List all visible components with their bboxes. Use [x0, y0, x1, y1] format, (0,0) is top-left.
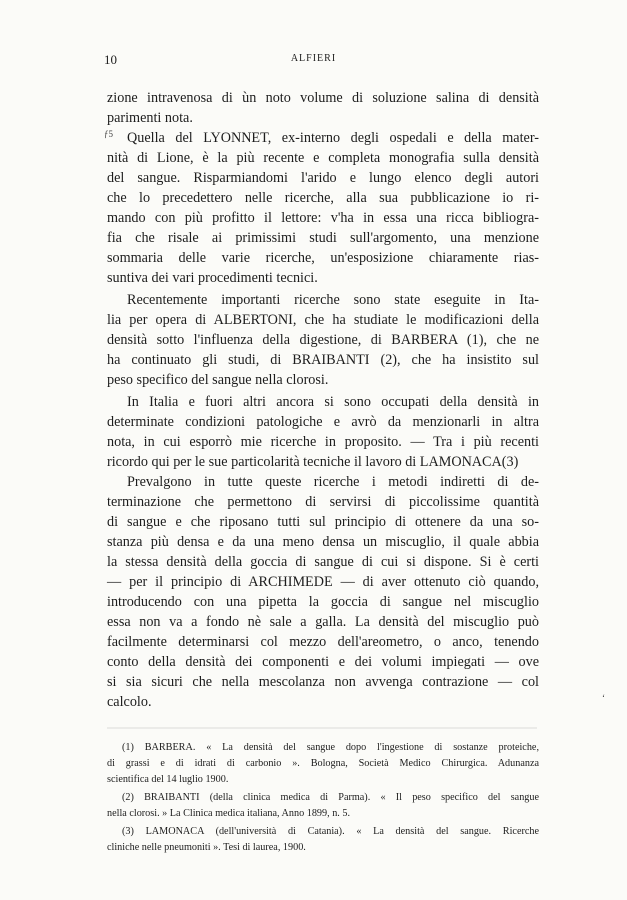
body-line: determinate condizioni patologiche e avrò da menzionarli in altra	[107, 414, 539, 430]
body-line: peso specifico del sangue nella clorosi.	[107, 372, 329, 388]
footnote-line: nella clorosi. » La Clinica medica italiana, Anno 1899, n. 5.	[107, 808, 351, 819]
body-line: terminazione che permettono di servirsi di piccolissime quantità	[107, 494, 539, 510]
body-line: che lo precedettero nelle ricerche, alla sua pubblicazione io ri-	[107, 190, 539, 206]
body-line: suntiva dei vari procedimenti tecnici.	[107, 270, 318, 286]
body-line: si sia sicuri che nella mescolanza non avvenga contrazione — col	[107, 674, 539, 690]
body-line: In Italia e fuori altri ancora si sono occupati della densità in	[127, 394, 539, 410]
footnote-line: cliniche nelle pneumoniti ». Tesi di laurea, 1900.	[107, 842, 306, 853]
body-line: nità di Lione, è la più recente e completa monografia sulla densità	[107, 150, 539, 166]
footnote-rule	[107, 727, 537, 729]
body-line: ricordo qui per le sue particolarità tecniche il lavoro di LAMONACA(3)	[107, 454, 519, 470]
body-line: essa non va a fondo nè sale a galla. La densità del miscuglio può	[107, 614, 539, 630]
body-line: mando con più profitto il lettore: v'ha in essa una ricca bibliogra-	[107, 210, 539, 226]
body-line: parimenti nota.	[107, 110, 193, 126]
body-line: conto della densità dei componenti e dei volumi impiegati — ove	[107, 654, 539, 670]
body-line: fia che risale ai primissimi studi sull'argomento, una menzione	[107, 230, 539, 246]
body-line: di sangue e che riposano tutti sul principio di ottenere da una so-	[107, 514, 539, 530]
margin-annotation: ƒ5	[104, 129, 113, 139]
body-line: — per il principio di ARCHIMEDE — di aver ottenuto ciò quando,	[107, 574, 539, 590]
body-line: la stessa densità della goccia di sangue di cui si dispone. Si è certi	[107, 554, 539, 570]
body-line: Recentemente importanti ricerche sono state eseguite in Ita-	[127, 292, 539, 308]
body-line: calcolo.	[107, 694, 152, 710]
body-line: lia per opera di ALBERTONI, che ha studiate le modificazioni della	[107, 312, 539, 328]
body-line: densità sotto l'influenza della digestione, di BARBERA (1), che ne	[107, 332, 539, 348]
body-line: stanza più densa e da una meno densa un miscuglio, il quale abbia	[107, 534, 539, 550]
footnote-line: (2) BRAIBANTI (della clinica medica di Parma). « Il peso specifico del sangue	[122, 792, 539, 803]
body-line: Quella del LYONNET, ex-interno degli ospedali e della mater-	[127, 130, 539, 146]
footnote-line: di grassi e di idrati di carbonio ». Bologna, Società Medico Chirurgica. Adunanza	[107, 758, 539, 769]
edge-mark: ‘	[602, 693, 605, 703]
body-line: facilmente determinarsi col mezzo dell'areometro, o anco, tenendo	[107, 634, 539, 650]
body-line: nota, in cui esporrò mie ricerche in proposito. — Tra i più recenti	[107, 434, 539, 450]
body-line: zione intravenosa di ùn noto volume di soluzione salina di densità	[107, 90, 539, 106]
page-number: 10	[104, 52, 117, 67]
footnote-line: (3) LAMONACA (dell'università di Catania). « La densità del sangue. Ricerche	[122, 826, 539, 837]
body-line: Prevalgono in tutte queste ricerche i metodi indiretti di de-	[127, 474, 539, 490]
body-line: del sangue. Risparmiandomi l'arido e lungo elenco degli autori	[107, 170, 539, 186]
body-line: sommaria delle varie ricerche, un'esposizione chiaramente rias-	[107, 250, 539, 266]
body-line: introducendo con una pipetta la goccia di sangue nel miscuglio	[107, 594, 539, 610]
running-title: ALFIERI	[290, 53, 337, 64]
footnote-line: (1) BARBERA. « La densità del sangue dopo l'ingestione di sostanze proteiche,	[122, 742, 539, 753]
footnote-line: scientifica del 14 luglio 1900.	[107, 774, 229, 785]
body-line: ha continuato gli studi, di BRAIBANTI (2), che ha insistito sul	[107, 352, 539, 368]
